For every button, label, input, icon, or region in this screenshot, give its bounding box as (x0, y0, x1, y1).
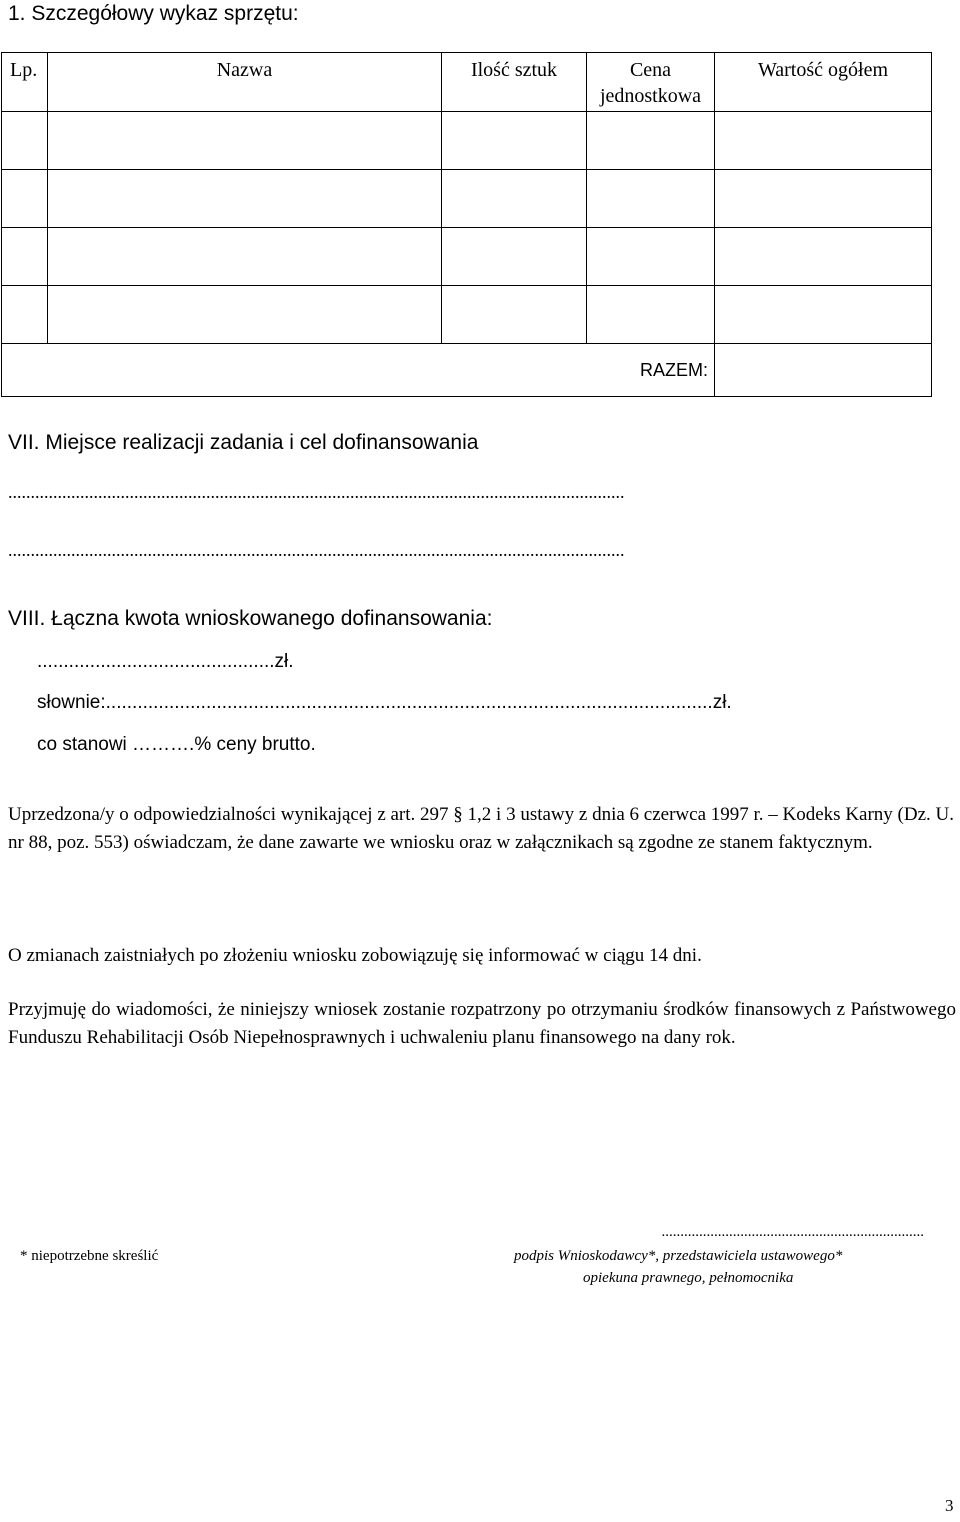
section-1-title: 1. Szczegółowy wykaz sprzętu: (8, 2, 299, 25)
amount-line[interactable]: .............................................zł. (37, 651, 294, 672)
cell-wartosc[interactable] (715, 112, 932, 170)
header-ilosc: Ilość sztuk (442, 53, 587, 112)
cell-wartosc[interactable] (715, 170, 932, 228)
total-value[interactable] (715, 344, 932, 397)
table-header-row (2, 53, 932, 112)
header-lp: Lp. (2, 53, 48, 112)
cell-nazwa[interactable] (48, 112, 442, 170)
cell-lp[interactable] (2, 286, 48, 344)
cell-cena[interactable] (587, 112, 715, 170)
cell-wartosc[interactable] (715, 228, 932, 286)
signature-dots[interactable]: ...................................................................... (661, 1224, 924, 1240)
cell-ilosc[interactable] (442, 286, 587, 344)
cell-cena[interactable] (587, 228, 715, 286)
table-row (2, 170, 932, 228)
signature-label-line-2: opiekuna prawnego, pełnomocnika (583, 1270, 794, 1286)
cell-ilosc[interactable] (442, 170, 587, 228)
section-8-title: VIII. Łączna kwota wnioskowanego dofinansowania: (8, 607, 493, 630)
page-number: 3 (945, 1496, 954, 1515)
cell-nazwa[interactable] (48, 286, 442, 344)
section-7-line-2[interactable]: ......................................................................................................................................... (8, 540, 625, 560)
declaration-para-3: Przyjmuję do wiadomości, że niniejszy wniosek zostanie rozpatrzony po otrzymaniu środków finansowych z Państwowego Funduszu Rehabilitacji Osób Niepełnosprawnych i uchwaleniu planu finansowego na dany rok. (8, 999, 956, 1048)
cell-nazwa[interactable] (48, 170, 442, 228)
cell-lp[interactable] (2, 228, 48, 286)
signature-label-line-1: podpis Wnioskodawcy*, przedstawiciela ustawowego* (514, 1248, 843, 1264)
header-cena: Cena jednostkowa (587, 53, 715, 112)
section-7-title: VII. Miejsce realizacji zadania i cel dofinansowania (8, 431, 479, 454)
table-row (2, 286, 932, 344)
declaration-para-1: Uprzedzona/y o odpowiedzialności wynikającej z art. 297 § 1,2 i 3 ustawy z dnia 6 czerwca 1997 r. – Kodeks Karny (Dz. U. nr 88, poz. 553) oświadczam, że dane zawarte we wniosku oraz w załącznikach są zgodne ze stanem faktycznym. (8, 804, 955, 853)
percent-line: co stanowi ……….% ceny brutto. (37, 734, 316, 755)
cell-wartosc[interactable] (715, 286, 932, 344)
table-total-row (2, 344, 932, 397)
cell-nazwa[interactable] (48, 228, 442, 286)
cell-ilosc[interactable] (442, 228, 587, 286)
header-nazwa: Nazwa (48, 53, 442, 112)
amount-words-line[interactable]: słownie:...................................................................................................................zł. (37, 692, 732, 713)
table-row (2, 228, 932, 286)
cell-cena[interactable] (587, 286, 715, 344)
cell-ilosc[interactable] (442, 112, 587, 170)
cell-cena[interactable] (587, 170, 715, 228)
cell-lp[interactable] (2, 112, 48, 170)
table-row (2, 112, 932, 170)
footnote-strike-out: * niepotrzebne skreślić (20, 1248, 159, 1264)
declaration-para-2: O zmianach zaistniałych po złożeniu wniosku zobowiązuję się informować w ciągu 14 dni. (8, 945, 702, 966)
equipment-table (1, 52, 932, 397)
total-label: RAZEM: (2, 344, 715, 397)
header-wartosc: Wartość ogółem (715, 53, 932, 112)
section-7-line-1[interactable]: ......................................................................................................................................... (8, 482, 625, 502)
cell-lp[interactable] (2, 170, 48, 228)
